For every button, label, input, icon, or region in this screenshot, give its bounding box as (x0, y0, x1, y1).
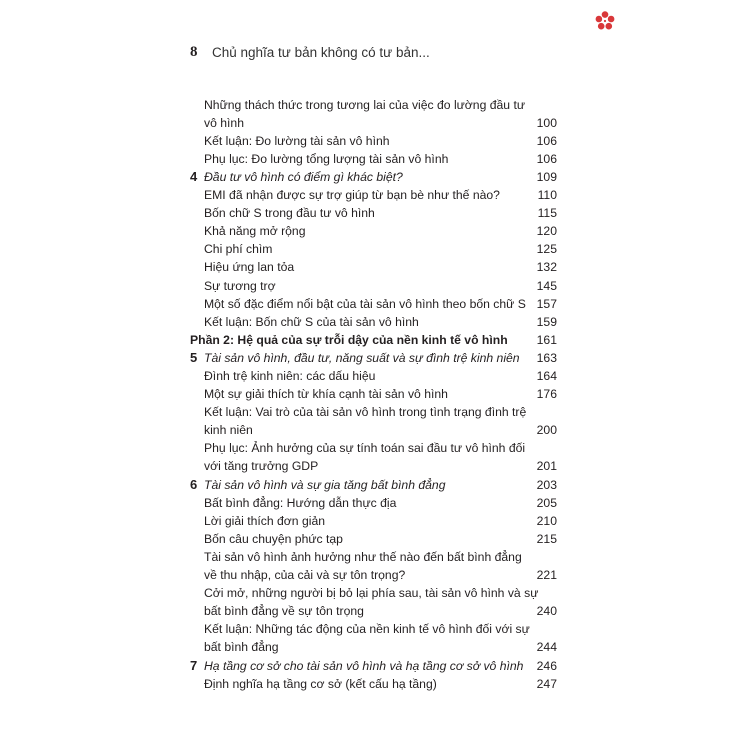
running-title: Chủ nghĩa tư bản không có tư bản... (212, 45, 430, 60)
entry-title-line: Bốn câu chuyện phức tạp (204, 531, 343, 546)
entry-page-number: 205 (536, 495, 557, 510)
toc-section (0, 403, 750, 439)
entry-title-line: Kết luận: Đo lường tài sản vô hình (204, 133, 390, 148)
chapter-number: 7 (190, 657, 198, 673)
entry-title-line: Đầu tư vô hình có điểm gì khác biệt? (204, 169, 403, 184)
page-number: 8 (190, 44, 198, 60)
toc-section (0, 675, 750, 693)
entry-page-number: 200 (536, 423, 557, 438)
entry-title-line: Hạ tầng cơ sở cho tài sản vô hình và hạ tầng cơ sở vô hình (204, 658, 524, 673)
entry-page-number: 203 (536, 477, 557, 492)
toc-section (0, 204, 750, 222)
entry-page-number: 210 (536, 513, 557, 528)
toc-section (0, 258, 750, 276)
toc-part (0, 331, 750, 349)
entry-title-line: Kết luận: Vai trò của tài sản vô hình trong tình trạng đình trệ (204, 405, 527, 420)
chapter-number: 6 (190, 476, 198, 492)
entry-title-line: Một số đặc điểm nổi bật của tài sản vô hình theo bốn chữ S (204, 296, 526, 311)
entry-page-number: 176 (536, 387, 557, 402)
toc-section (0, 530, 750, 548)
chapter-number: 5 (190, 349, 198, 365)
entry-title-line: Khả năng mở rộng (204, 224, 306, 239)
chapter-number: 4 (190, 168, 198, 184)
entry-title-line: Một sự giải thích từ khía cạnh tài sản vô hình (204, 387, 448, 402)
entry-title-line: Những thách thức trong tương lai của việc đo lường đầu tư (204, 97, 526, 112)
entry-page-number: 125 (536, 242, 557, 257)
entry-title-line: Kết luận: Những tác động của nền kinh tế vô hình đối với sự (204, 622, 530, 637)
toc-section (0, 584, 750, 620)
toc-section (0, 512, 750, 530)
entry-title-line: Phụ lục: Ảnh hưởng của sự tính toán sai đầu tư vô hình đối (204, 441, 526, 456)
entry-title-line: kinh niên (204, 423, 253, 438)
toc-section (0, 277, 750, 295)
entry-page-number: 110 (537, 188, 557, 202)
entry-page-number: 164 (536, 369, 557, 383)
entry-page-number: 115 (537, 206, 557, 221)
entry-title-line: Bốn chữ S trong đầu tư vô hình (204, 206, 375, 221)
entry-page-number: 163 (536, 350, 557, 365)
entry-page-number: 109 (536, 169, 557, 184)
entry-title-line: Tài sản vô hình ảnh hưởng như thế nào đến bất bình đẳng (204, 550, 522, 564)
toc-section (0, 494, 750, 512)
entry-title-line: EMI đã nhận được sự trợ giúp từ bạn bè như thế nào? (204, 188, 500, 202)
entry-page-number: 132 (536, 260, 557, 275)
entry-page-number: 215 (536, 531, 557, 546)
entry-page-number: 120 (536, 224, 557, 239)
toc-section (0, 222, 750, 240)
toc-section (0, 186, 750, 204)
toc-section (0, 439, 750, 475)
entry-title-line: bất bình đẳng (204, 640, 279, 655)
entry-page-number: 145 (536, 278, 557, 293)
entry-page-number: 100 (536, 115, 557, 130)
toc-section (0, 150, 750, 168)
entry-page-number: 244 (536, 640, 557, 655)
toc-section (0, 367, 750, 385)
toc-section (0, 548, 750, 584)
toc-chapter (0, 476, 750, 494)
toc-section (0, 295, 750, 313)
entry-page-number: 106 (536, 151, 557, 166)
entry-title-line: Tài sản vô hình và sự gia tăng bất bình đẳng (204, 477, 446, 492)
entry-title-line: Cởi mở, những người bị bỏ lại phía sau, tài sản vô hình và sự (204, 586, 539, 601)
entry-title-line: Kết luận: Bốn chữ S của tài sản vô hình (204, 314, 419, 329)
entry-title-line: Chi phí chìm (204, 242, 273, 257)
entry-title-line: Sự tương trợ (204, 278, 276, 293)
entry-title-line: Bất bình đẳng: Hướng dẫn thực địa (204, 495, 397, 510)
entry-title-line: Phụ lục: Đo lường tổng lượng tài sản vô hình (204, 151, 449, 166)
entry-page-number: 247 (536, 676, 557, 691)
entry-title-line: bất bình đẳng về sự tôn trọng (204, 604, 364, 619)
entry-title-line: về thu nhập, của cải và sự tôn trọng? (204, 568, 406, 583)
toc-chapter (0, 349, 750, 367)
toc-section (0, 385, 750, 403)
entry-page-number: 221 (536, 568, 557, 583)
entry-title-line: vô hình (204, 115, 244, 130)
entry-title-line: Định nghĩa hạ tầng cơ sở (kết cấu hạ tầng) (204, 676, 437, 691)
toc-section (0, 240, 750, 258)
toc-section (0, 620, 750, 656)
entry-page-number: 246 (536, 658, 557, 673)
entry-page-number: 201 (536, 459, 557, 474)
entry-title-line: Lời giải thích đơn giản (204, 513, 326, 528)
toc-chapter (0, 168, 750, 186)
toc-section (0, 96, 750, 132)
entry-title-line: Đình trệ kinh niên: các dấu hiệu (204, 369, 376, 383)
entry-page-number: 161 (536, 332, 557, 347)
entry-title-line: Tài sản vô hình, đầu tư, năng suất và sự đình trệ kinh niên (204, 350, 520, 365)
toc-section (0, 313, 750, 331)
toc-chapter (0, 657, 750, 675)
entry-title-line: với tăng trưởng GDP (204, 459, 319, 474)
entry-page-number: 240 (536, 604, 557, 619)
toc-section (0, 132, 750, 150)
entry-title-line: Phần 2: Hệ quả của sự trỗi dậy của nền kinh tế vô hình (190, 332, 508, 347)
entry-page-number: 159 (536, 314, 557, 329)
entry-title-line: Hiệu ứng lan tỏa (204, 260, 295, 275)
entry-page-number: 106 (536, 133, 557, 148)
entry-page-number: 157 (536, 296, 557, 311)
